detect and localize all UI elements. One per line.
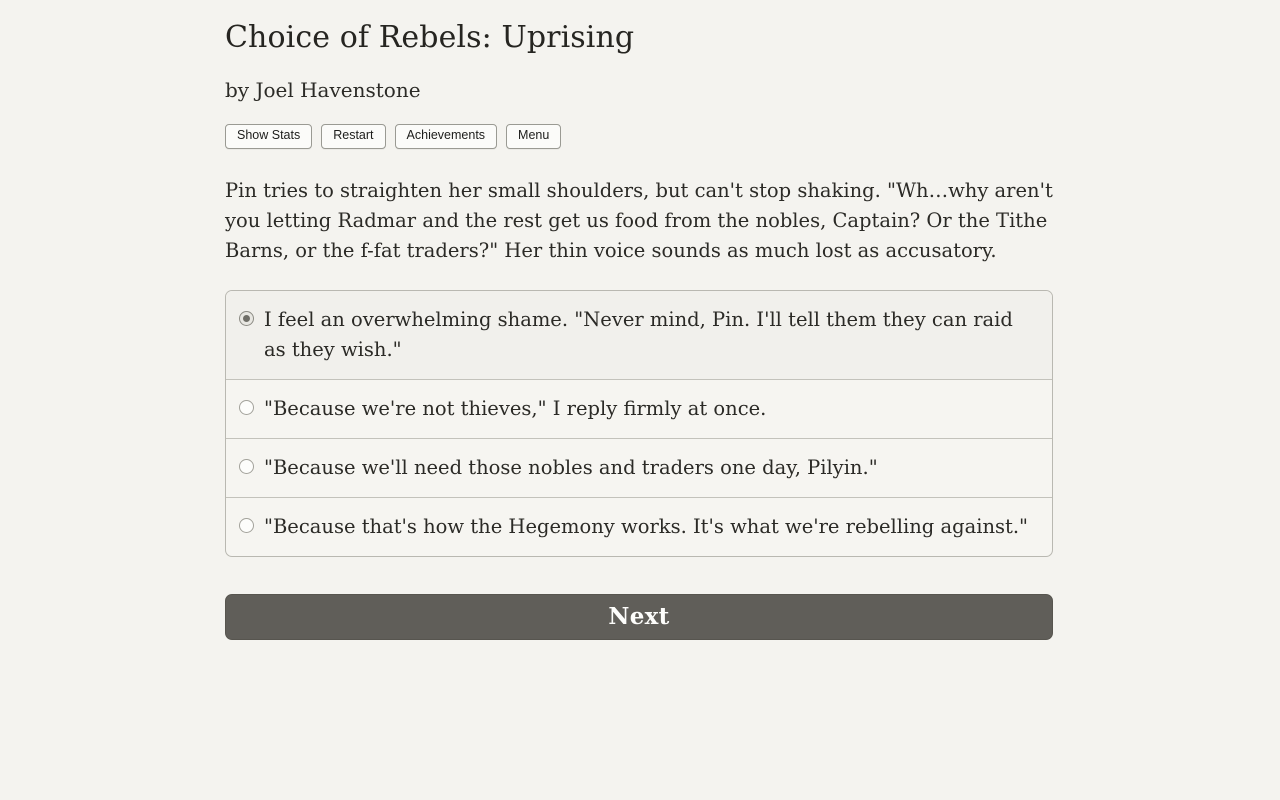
story-text: Pin tries to straighten her small shoulders, but can't stop shaking. "Wh…why aren't you letting Radmar and the rest get us food from the nobles, Captain? Or the Tithe Barns, or the f-fat traders?" Her thin voice sounds as much lost as accusatory. (225, 178, 1053, 262)
radio-button-icon-4[interactable] (239, 518, 254, 533)
show-stats-button[interactable]: Show Stats (225, 124, 312, 149)
menu-button[interactable]: Menu (506, 124, 561, 149)
choice-option-4[interactable] (226, 498, 1052, 556)
choice-label-4: "Because that's how the Hegemony works. It's what we're rebelling against." (264, 514, 1029, 538)
achievements-button[interactable]: Achievements (395, 124, 498, 149)
choice-option-3[interactable] (226, 439, 1052, 498)
author-byline: by Joel Havenstone (225, 78, 421, 102)
radio-button-icon-3[interactable] (239, 459, 254, 474)
game-content (225, 20, 1055, 640)
radio-button-icon-1[interactable] (239, 311, 254, 326)
restart-button[interactable]: Restart (321, 124, 385, 149)
choice-label-3: "Because we'll need those nobles and traders one day, Pilyin." (264, 455, 878, 479)
choice-label-1: I feel an overwhelming shame. "Never mind, Pin. I'll tell them they can raid as they wish." (264, 307, 1013, 361)
next-button[interactable]: Next (225, 594, 1053, 640)
choice-label-2: "Because we're not thieves," I reply firmly at once. (264, 396, 767, 420)
choice-option-2[interactable] (226, 380, 1052, 439)
game-toolbar (225, 124, 1055, 149)
choice-option-1[interactable] (226, 291, 1052, 380)
page-title: Choice of Rebels: Uprising (225, 20, 635, 55)
radio-button-icon-2[interactable] (239, 400, 254, 415)
choice-list (225, 290, 1053, 557)
